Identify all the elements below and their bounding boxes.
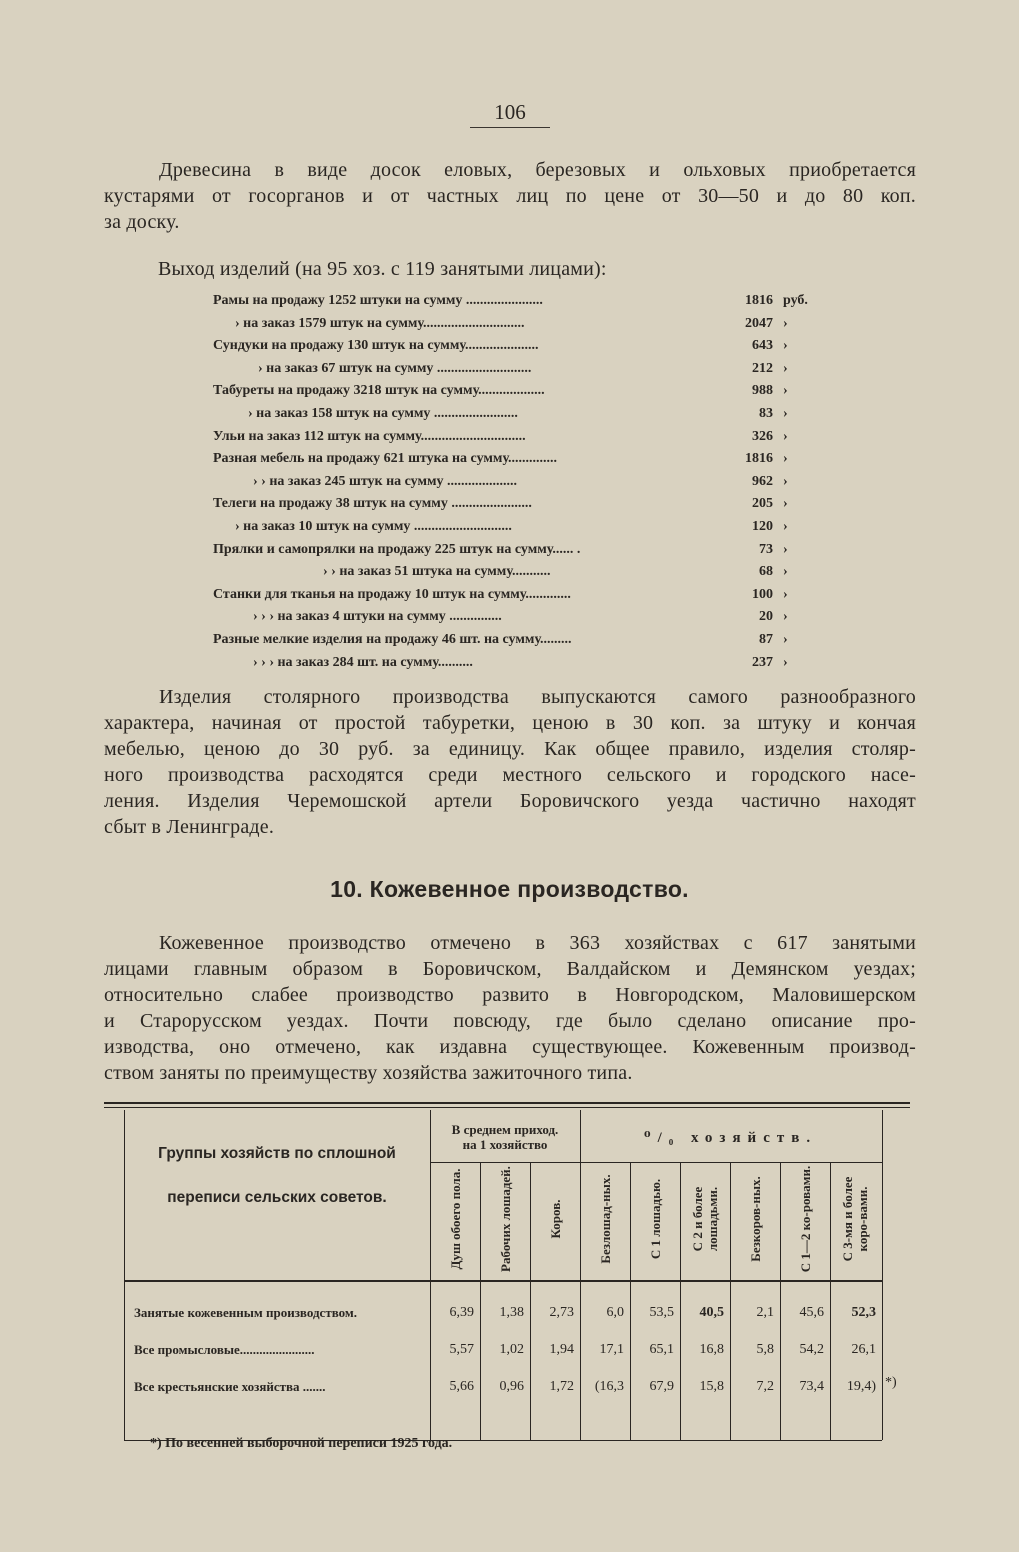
avg-header	[430, 1122, 580, 1152]
output-row	[213, 493, 813, 516]
header-line: на 1 хозяйство	[462, 1137, 548, 1152]
group-column-header	[126, 1142, 428, 1210]
output-value: 83	[759, 405, 773, 421]
table-subheader-rule	[430, 1162, 882, 1163]
output-label: Ульи на заказ 112 штук на сумму..............................	[213, 428, 526, 444]
column-header: С 1 лошадью.	[647, 1178, 663, 1260]
output-label: › › › на заказ 284 шт. на сумму..........	[253, 654, 473, 670]
output-value: 988	[752, 383, 773, 399]
output-label: › › › на заказ 4 штуки на сумму ...............	[253, 609, 502, 625]
table-cell: 6,39	[449, 1305, 474, 1320]
footnote-mark: *)	[885, 1375, 897, 1390]
table-cell: 16,8	[699, 1342, 724, 1357]
table-top-rule	[104, 1102, 910, 1108]
output-row	[213, 358, 813, 381]
output-row	[213, 539, 813, 562]
header-line: переписи сельских советов.	[167, 1189, 387, 1206]
table-divider	[530, 1162, 531, 1440]
output-label: Табуреты на продажу 3218 штук на сумму...................	[213, 383, 545, 399]
table-cell: 65,1	[649, 1342, 674, 1357]
table-cell: 1,38	[499, 1305, 524, 1320]
text-line: кустарями от госорганов и от частных лиц по цене от 30—50 и до 80 коп.	[104, 185, 916, 207]
table-row-label: Все крестьянские хозяйства .......	[134, 1379, 326, 1394]
output-row	[213, 335, 813, 358]
table-divider	[680, 1162, 681, 1440]
table-cell: 1,94	[549, 1342, 574, 1357]
output-unit: ›	[783, 518, 788, 534]
output-unit: ›	[783, 631, 788, 647]
output-row	[213, 290, 813, 313]
table-cell: 52,3	[851, 1305, 876, 1320]
output-row	[213, 403, 813, 426]
output-row	[213, 448, 813, 471]
page-number: 106	[470, 100, 550, 128]
output-unit: руб.	[783, 293, 808, 308]
output-value: 100	[752, 586, 773, 602]
output-unit: ›	[783, 383, 788, 399]
output-value: 68	[759, 564, 773, 580]
output-unit: ›	[783, 609, 788, 625]
table-cell: 5,66	[449, 1379, 474, 1394]
output-label: Телеги на продажу 38 штук на сумму .......................	[213, 496, 532, 512]
column-header: С 2 и более лошадьми.	[690, 1186, 720, 1252]
table-cell: 2,1	[756, 1305, 774, 1320]
output-value: 643	[752, 338, 773, 354]
table-divider	[480, 1162, 481, 1440]
table-cell: 40,5	[699, 1305, 724, 1320]
output-unit: ›	[783, 586, 788, 602]
output-unit: ›	[783, 360, 788, 376]
output-value: 326	[752, 428, 773, 444]
output-label: › › на заказ 51 штука на сумму...........	[323, 564, 551, 580]
text-line: ством заняты по преимуществу хозяйства зажиточного типа.	[104, 1062, 633, 1084]
table-cell: 45,6	[799, 1305, 824, 1320]
output-row	[213, 380, 813, 403]
output-label: Разные мелкие изделия на продажу 46 шт. на сумму.........	[213, 631, 572, 647]
output-row	[213, 313, 813, 336]
table-cell: 1,02	[499, 1342, 524, 1357]
column-header: Безлошад-ных.	[597, 1174, 613, 1264]
table-cell: 6,0	[606, 1305, 624, 1320]
table-cell: 53,5	[649, 1305, 674, 1320]
output-value: 212	[752, 360, 773, 376]
output-row	[213, 426, 813, 449]
output-row	[213, 652, 813, 675]
percent-header: ⁰/₀ хозяйств.	[644, 1130, 818, 1146]
table-cell: (16,3	[594, 1379, 624, 1394]
output-unit: ›	[783, 338, 788, 354]
text-line: ного производства расходятся среди местного сельского и городского насе-	[104, 764, 916, 786]
output-value: 87	[759, 631, 773, 647]
text-line: Кожевенное производство отмечено в 363 хозяйствах с 617 занятыми	[159, 932, 916, 954]
output-value: 205	[752, 496, 773, 512]
table-divider	[830, 1162, 831, 1440]
table-cell: 19,4)	[846, 1379, 876, 1394]
output-row	[213, 606, 813, 629]
table-divider	[780, 1162, 781, 1440]
output-label: › на заказ 10 штук на сумму ............................	[235, 518, 512, 534]
text-line: за доску.	[104, 211, 180, 233]
column-header: Коров.	[547, 1199, 563, 1239]
table-cell: 5,8	[756, 1342, 774, 1357]
table-cell: 26,1	[851, 1342, 876, 1357]
footnote: *) По весенней выборочной переписи 1925 года.	[150, 1436, 453, 1451]
output-label: Разная мебель на продажу 621 штука на сумму..............	[213, 451, 558, 467]
output-unit: ›	[783, 473, 788, 489]
output-label: Сундуки на продажу 130 штук на сумму.....................	[213, 338, 539, 354]
output-unit: ›	[783, 564, 788, 580]
output-unit: ›	[783, 654, 788, 670]
column-header: С 3-мя и более коро-вами.	[840, 1176, 870, 1262]
column-header: Душ обоего пола.	[447, 1168, 463, 1270]
table-cell: 17,1	[599, 1342, 624, 1357]
table-header-rule	[124, 1280, 882, 1282]
table-divider	[730, 1162, 731, 1440]
header-line: Группы хозяйств по сплошной	[158, 1145, 396, 1162]
paragraph-carpentry-products	[104, 684, 916, 840]
column-header: Безкоров-ных.	[747, 1176, 763, 1262]
output-unit: ›	[783, 541, 788, 557]
output-unit: ›	[783, 405, 788, 421]
table-border-left	[124, 1110, 125, 1440]
text-line: лицами главным образом в Боровичском, Валдайском и Демянском уездах;	[104, 958, 916, 980]
paragraph-output-intro	[158, 256, 718, 282]
table-cell: 1,72	[549, 1379, 574, 1394]
text-line: изводства, оно отмечено, как издавна существующее. Кожевенным производ-	[104, 1036, 916, 1058]
output-unit: ›	[783, 428, 788, 444]
column-header: С 1—2 ко-ровами.	[797, 1165, 813, 1273]
table-cell: 5,57	[449, 1342, 474, 1357]
table-row-label: Все промысловые.......................	[134, 1342, 315, 1357]
output-value: 962	[752, 473, 773, 489]
output-label: › на заказ 158 штук на сумму ........................	[248, 405, 518, 421]
output-label: › › на заказ 245 штук на сумму ....................	[253, 473, 518, 489]
text-line: характера, начиная от простой табуретки, ценою в 30 коп. за штуку и кончая	[104, 712, 916, 734]
output-row	[213, 629, 813, 652]
text-line: и Старорусском уездах. Почти повсюду, где было сделано описание про-	[104, 1010, 916, 1032]
table-border-right	[882, 1110, 883, 1440]
output-row	[213, 584, 813, 607]
text-line: относительно слабее производство развито в Новгородском, Маловишерском	[104, 984, 916, 1006]
column-header: Рабочих лошадей.	[497, 1166, 513, 1272]
table-cell: 67,9	[649, 1379, 674, 1394]
output-value: 2047	[745, 315, 773, 331]
table-cell: 73,4	[799, 1379, 824, 1394]
output-value: 1816	[745, 451, 773, 467]
table-cell: 15,8	[699, 1379, 724, 1394]
section-title: 10. Кожевенное производство.	[330, 876, 689, 902]
output-unit: ›	[783, 496, 788, 512]
output-row	[213, 471, 813, 494]
output-label: Рамы на продажу 1252 штуки на сумму ......................	[213, 293, 543, 308]
output-value: 20	[759, 609, 773, 625]
output-unit: ›	[783, 315, 788, 331]
table-cell: 2,73	[549, 1305, 574, 1320]
text-line: мебелью, ценою до 30 руб. за единицу. Как общее правило, изделия столяр-	[104, 738, 916, 760]
table-divider	[630, 1162, 631, 1440]
header-line: В среднем приход.	[451, 1122, 559, 1137]
output-value: 237	[752, 654, 773, 670]
text-line: сбыт в Ленинграде.	[104, 816, 275, 838]
output-label: Станки для тканья на продажу 10 штук на сумму.............	[213, 586, 571, 602]
paragraph-leather-production	[104, 930, 916, 1086]
table-cell: 0,96	[499, 1379, 524, 1394]
text-line: Изделия столярного производства выпускаются самого разнообразного	[159, 686, 916, 708]
output-unit: ›	[783, 451, 788, 467]
paragraph-wood-supply	[104, 157, 916, 235]
output-value: 120	[752, 518, 773, 534]
output-value: 1816	[745, 293, 773, 308]
output-label: › на заказ 67 штук на сумму ...........................	[258, 360, 532, 376]
text-line: Выход изделий (на 95 хоз. с 119 занятыми лицами):	[158, 258, 607, 280]
output-label: › на заказ 1579 штук на сумму.............................	[235, 315, 525, 331]
text-line: Древесина в виде досок еловых, березовых и ольховых приобретается	[159, 159, 916, 181]
text-line: ления. Изделия Черемошской артели Боровичского уезда частично находят	[104, 790, 916, 812]
table-cell: 54,2	[799, 1342, 824, 1357]
table-cell: 7,2	[756, 1379, 774, 1394]
output-list	[213, 290, 813, 674]
table-row-label: Занятые кожевенным производством.	[134, 1305, 357, 1320]
output-row	[213, 516, 813, 539]
output-label: Прялки и самопрялки на продажу 225 штук на сумму...... .	[213, 541, 581, 557]
output-row	[213, 561, 813, 584]
output-value: 73	[759, 541, 773, 557]
